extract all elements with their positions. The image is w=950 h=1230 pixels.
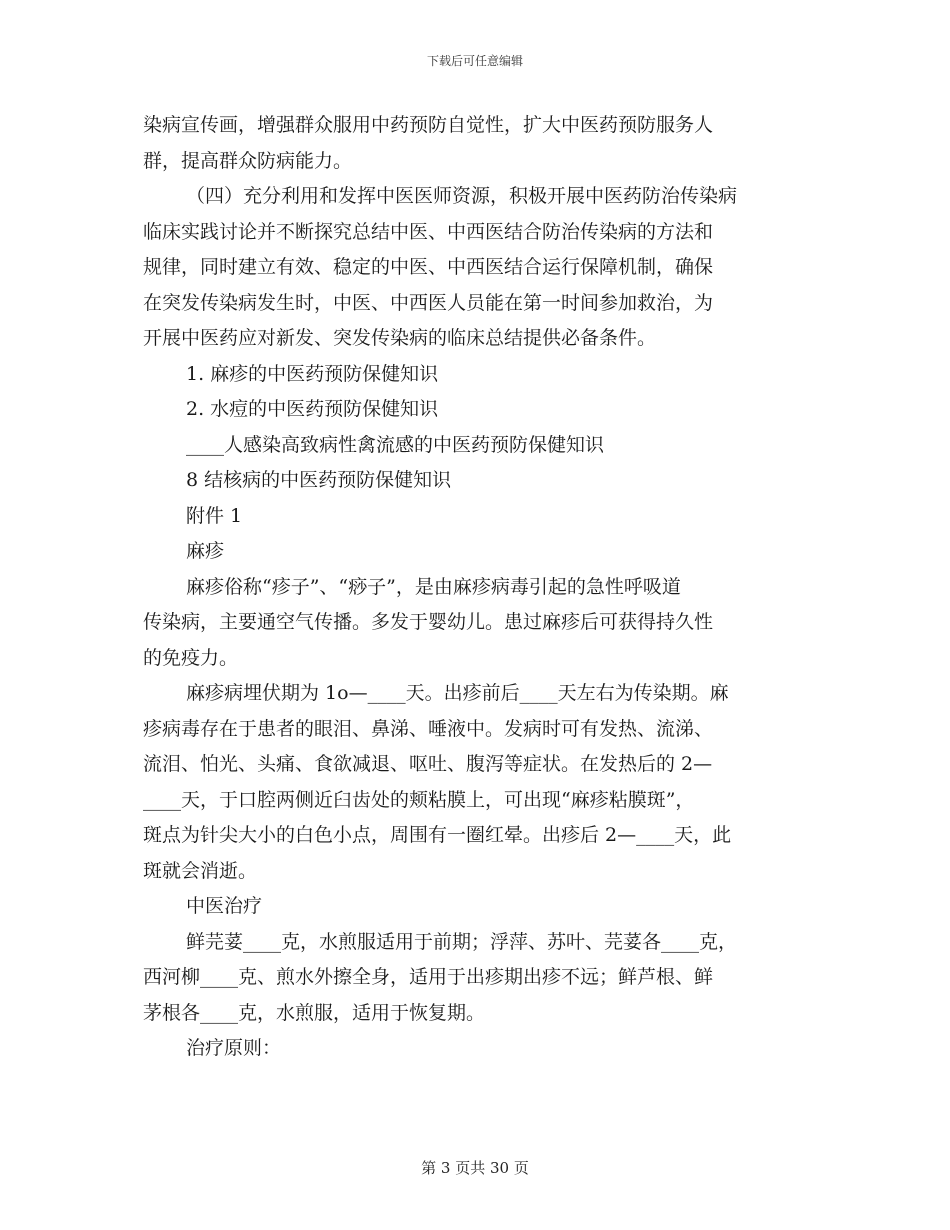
list-item: ____人感染高致病性禽流感的中医药预防保健知识 bbox=[186, 433, 605, 456]
paragraph-line: 在突发传染病发生时，中医、中西医人员能在第一时间参加救治，为 bbox=[143, 291, 714, 314]
page-header: 下载后可任意编辑 bbox=[426, 54, 523, 68]
paragraph-line: （四）充分利用和发挥中医医师资源，积极开展中医药防治传染病 bbox=[186, 185, 738, 207]
document-body bbox=[143, 108, 813, 1067]
paragraph-line: 麻疹俗称“疹子”、“痧子”，是由麻疹病毒引起的急性呼吸道 bbox=[186, 575, 681, 598]
paragraph-line: 斑点为针尖大小的白色小点，周围有一圈红晕。出疹后 2—____天，此 bbox=[143, 824, 732, 846]
paragraph-line: 鲜芫荽____克，水煎服适用于前期；浮萍、苏叶、芫荽各____克， bbox=[186, 930, 738, 953]
page-footer: 第 3 页共 30 页 bbox=[421, 1159, 529, 1177]
paragraph-line: 的免疫力。 bbox=[143, 646, 239, 669]
paragraph-line: 茅根各____克，水煎服，适用于恢复期。 bbox=[143, 1001, 486, 1024]
paragraph-line: 斑就会消逝。 bbox=[143, 859, 258, 882]
list-item: 2. 水痘的中医药预防保健知识 bbox=[186, 398, 439, 420]
list-item: 1. 麻疹的中医药预防保健知识 bbox=[186, 362, 439, 385]
paragraph-line: ____天，于口腔两侧近臼齿处的颊粘膜上，可出现“麻疹粘膜斑”， bbox=[143, 788, 695, 811]
section-title: 中医治疗 bbox=[186, 895, 263, 917]
attachment-label: 附件 1 bbox=[186, 504, 243, 527]
paragraph-line: 麻疹病埋伏期为 1o—____天。出疹前后____天左右为传染期。麻 bbox=[186, 682, 729, 704]
paragraph-line: 西河柳____克、煎水外擦全身，适用于出疹期出疹不远；鲜芦根、鲜 bbox=[143, 966, 714, 988]
paragraph-line: 群，提高群众防病能力。 bbox=[143, 149, 353, 172]
paragraph-line: 临床实践讨论并不断探究总结中医、中西医结合防治传染病的方法和 bbox=[143, 220, 714, 243]
paragraph-line: 规律，同时建立有效、稳定的中医、中西医结合运行保障机制，确保 bbox=[143, 256, 714, 278]
paragraph-line: 流泪、怕光、头痛、食欲减退、呕吐、腹泻等症状。在发热后的 2— bbox=[143, 753, 713, 775]
list-item: 8 结核病的中医药预防保健知识 bbox=[186, 469, 452, 491]
paragraph-line: 传染病，主要通空气传播。多发于婴幼儿。患过麻疹后可获得持久性 bbox=[143, 611, 714, 633]
paragraph-line: 染病宣传画，增强群众服用中药预防自觉性，扩大中医药预防服务人 bbox=[143, 114, 714, 136]
section-title: 治疗原则： bbox=[186, 1037, 282, 1059]
paragraph-line: 疹病毒存在于患者的眼泪、鼻涕、唾液中。发病时可有发热、流涕、 bbox=[143, 717, 714, 740]
section-title: 麻疹 bbox=[186, 540, 225, 562]
paragraph-line: 开展中医药应对新发、突发传染病的临床总结提供必备条件。 bbox=[143, 327, 657, 349]
